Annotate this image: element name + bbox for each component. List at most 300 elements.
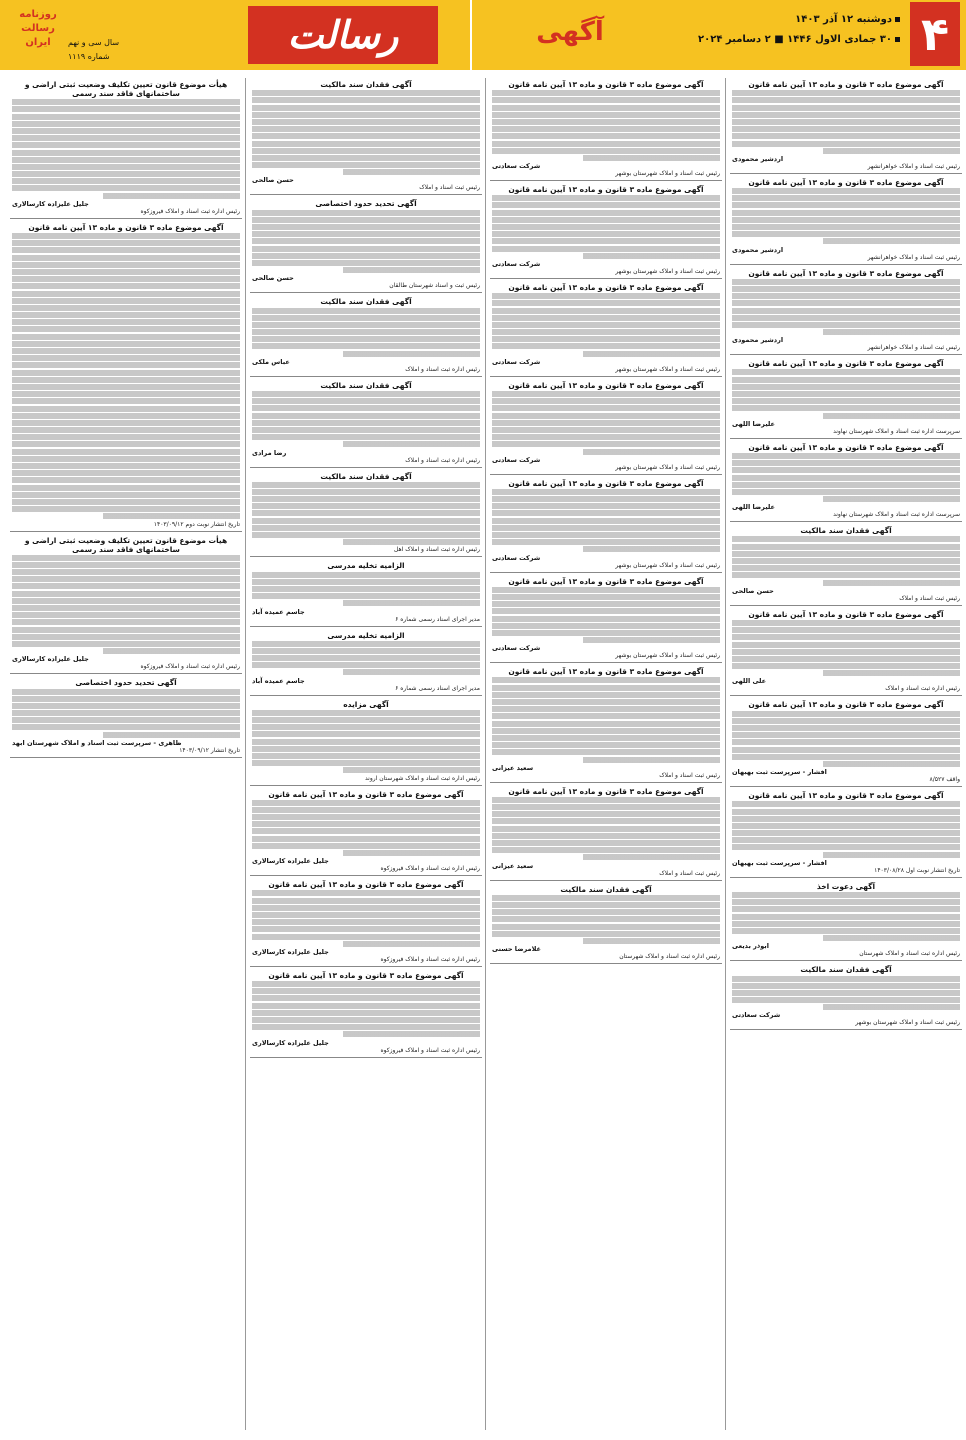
- notice-body: [12, 555, 240, 654]
- notice-line: [252, 836, 480, 842]
- notice-line: [492, 148, 720, 154]
- notice-line: [492, 202, 720, 208]
- notice-line: [12, 178, 240, 184]
- notice-line: [492, 735, 720, 741]
- notice-line: [492, 637, 720, 643]
- notice-meta: رئیس ثبت اسناد و املاک شهرستان بوشهر: [615, 170, 720, 178]
- notice: [490, 667, 722, 782]
- notice: [490, 80, 722, 181]
- notice-line: [12, 696, 240, 702]
- notice: [250, 199, 482, 293]
- notice-line: [732, 195, 960, 201]
- notice-line: [252, 391, 480, 397]
- notice-line: [492, 749, 720, 755]
- notice-line: [12, 362, 240, 368]
- notice-line: [492, 818, 720, 824]
- notice: [730, 80, 962, 174]
- notice-line: [492, 238, 720, 244]
- notice-line: [252, 814, 480, 820]
- notice: [250, 472, 482, 558]
- notice-line: [732, 565, 960, 571]
- notice-signature: عباس ملکی: [252, 357, 290, 366]
- notice-line: [252, 919, 480, 925]
- notice-meta: رئیس اداره ثبت اسناد و املاک فیروزکوه: [380, 955, 480, 963]
- notice-line: [252, 231, 480, 237]
- notice-line: [732, 308, 960, 314]
- notice-line: [12, 142, 240, 148]
- notice-title: آگهی موضوع ماده ۳ قانون و ماده ۱۳ آیین نامه قانون: [508, 380, 704, 390]
- notice-line: [732, 188, 960, 194]
- notice-line: [732, 377, 960, 383]
- side-brand-logo: روزنامه رسالت ایران: [19, 9, 57, 48]
- notice-line: [732, 105, 960, 111]
- notice-line: [492, 231, 720, 237]
- notice-meta: رئیس اداره ثبت اسناد و املاک شهرستان: [859, 950, 960, 958]
- notice: [250, 790, 482, 877]
- notice-line: [252, 934, 480, 940]
- notice-body: [492, 895, 720, 944]
- notice-body: [12, 99, 240, 198]
- notice-line: [12, 449, 240, 455]
- notice-line: [252, 767, 480, 773]
- year-label: سال سی و نهم: [68, 38, 120, 47]
- notice-line: [732, 405, 960, 411]
- notice: [730, 610, 962, 697]
- notice-line: [732, 983, 960, 989]
- notice-signature: ظاهری - سرپرست ثبت اسناد و املاک شهرستان ابهد: [12, 738, 182, 747]
- notice-line: [732, 329, 960, 335]
- notice-line: [12, 114, 240, 120]
- notice: [730, 178, 962, 265]
- notice-line: [12, 398, 240, 404]
- notice-line: [492, 336, 720, 342]
- notice-meta: رئیس ثبت اسناد و املاک شهرستان بوشهر: [855, 1019, 960, 1027]
- notice-line: [732, 141, 960, 147]
- notice-line: [12, 106, 240, 112]
- notice-line: [732, 112, 960, 118]
- notice-line: [492, 351, 720, 357]
- notice-title: آگهی موضوع ماده ۳ قانون و ماده ۱۳ آیین نامه قانون: [748, 700, 944, 710]
- notice-meta: رئیس ثبت اسناد و املاک شهرستان بوشهر: [615, 267, 720, 275]
- notice-body: [492, 293, 720, 357]
- notice-line: [12, 634, 240, 640]
- notice-line: [492, 434, 720, 440]
- notice-meta: سرپرست اداره ثبت اسناد و املاک شهرستان نهاوند: [833, 427, 960, 435]
- notice-line: [252, 351, 480, 357]
- notice-body: [252, 482, 480, 546]
- notice-line: [732, 921, 960, 927]
- header-divider: [470, 0, 472, 70]
- notice-line: [492, 398, 720, 404]
- notice-meta: رئیس اداره ثبت اسناد و املاک فیروزکوه: [380, 1046, 480, 1054]
- notice-line: [252, 329, 480, 335]
- notice-line: [732, 732, 960, 738]
- notice-title: آگهی موضوع ماده ۳ قانون و ماده ۱۳ آیین نامه قانون: [508, 576, 704, 586]
- notice-signature: ابوذر بدیعی: [732, 942, 769, 951]
- notice-signature: شرکت سعادتی: [492, 259, 541, 268]
- notice-line: [252, 843, 480, 849]
- notice-line: [252, 807, 480, 813]
- notice-line: [492, 308, 720, 314]
- notice-line: [252, 496, 480, 502]
- notice-line: [12, 157, 240, 163]
- notice-line: [732, 852, 960, 858]
- notice-line: [252, 489, 480, 495]
- notice: [730, 965, 962, 1030]
- notice-body: [492, 195, 720, 259]
- notice-signature: شرکت سعادتی: [492, 162, 541, 171]
- notice-body: [732, 801, 960, 857]
- notice-body: [252, 710, 480, 774]
- notice-line: [12, 240, 240, 246]
- notice-line: [12, 703, 240, 709]
- notice-meta: رئیس ثبت اسناد و املاک: [659, 771, 720, 779]
- notice-title: آگهی موضوع ماده ۳ قانون و ماده ۱۳ آیین نامه قانون: [748, 359, 944, 369]
- notice-line: [492, 97, 720, 103]
- notice-line: [12, 341, 240, 347]
- notice-line: [732, 747, 960, 753]
- notice-line: [12, 298, 240, 304]
- notice-line: [492, 685, 720, 691]
- notice-body: [732, 892, 960, 941]
- notice-line: [492, 518, 720, 524]
- notice-line: [252, 119, 480, 125]
- notice-line: [252, 133, 480, 139]
- notice-line: [732, 119, 960, 125]
- notice: [490, 885, 722, 965]
- notice-line: [732, 809, 960, 815]
- notice-meta: رئیس ثبت اسناد و املاک: [899, 594, 960, 602]
- notice-line: [12, 441, 240, 447]
- notice-line: [732, 475, 960, 481]
- notice-line: [252, 1010, 480, 1016]
- notice-line: [492, 253, 720, 259]
- notice-line: [732, 844, 960, 850]
- notice-meta: تاریخ انتشار نوبت دوم ۱۴۰۳/۰۹/۱۲: [153, 520, 240, 528]
- notice: [730, 526, 962, 606]
- notice-line: [732, 536, 960, 542]
- notice: [10, 678, 242, 758]
- notice-line: [252, 260, 480, 266]
- notice-signature: اردشیر محمودی: [732, 336, 784, 345]
- notice-signature: اردشیر محمودی: [732, 154, 784, 163]
- notice-line: [12, 171, 240, 177]
- notice-line: [252, 731, 480, 737]
- notice-line: [252, 912, 480, 918]
- notice-body: [252, 890, 480, 946]
- notice-line: [12, 420, 240, 426]
- notice: [10, 536, 242, 675]
- notice-line: [492, 322, 720, 328]
- notice-line: [492, 105, 720, 111]
- notice-line: [492, 413, 720, 419]
- notice-signature: علیرضا اللهی: [732, 419, 775, 428]
- notice-line: [732, 224, 960, 230]
- notice-line: [732, 642, 960, 648]
- notice-line: [732, 467, 960, 473]
- notice-line: [732, 489, 960, 495]
- notice-line: [732, 990, 960, 996]
- notice-line: [252, 141, 480, 147]
- notice-line: [12, 569, 240, 575]
- notice: [490, 479, 722, 573]
- notice-meta: رئیس ثبت اسناد و املاک خواهرانشهر: [867, 344, 960, 352]
- notice-line: [732, 482, 960, 488]
- notice-line: [732, 649, 960, 655]
- notice-line: [252, 308, 480, 314]
- notice-line: [732, 823, 960, 829]
- notice-line: [732, 202, 960, 208]
- notice-line: [492, 539, 720, 545]
- notice-line: [252, 413, 480, 419]
- notice: [250, 631, 482, 696]
- notice-line: [12, 185, 240, 191]
- notice-signature: افشار - سرپرست ثبت بهبهان: [732, 768, 827, 777]
- notice-line: [12, 555, 240, 561]
- notice-title: آگهی موضوع ماده ۳ قانون و ماده ۱۳ آیین نامه قانون: [748, 609, 944, 619]
- notice-line: [252, 1024, 480, 1030]
- notice-body: [252, 210, 480, 274]
- notice-meta: تاریخ انتشار ۱۴۰۳/۰۹/۱۲: [179, 746, 240, 754]
- notice-line: [12, 717, 240, 723]
- notice-signature: جاسم عمیده آباد: [252, 676, 305, 685]
- notice-line: [732, 906, 960, 912]
- notice-signature: شرکت سعادتی: [492, 455, 541, 464]
- notice-meta: رئیس اداره ثبت اسناد و املاک فیروزکوه: [140, 663, 240, 671]
- column-rule: [245, 78, 246, 1430]
- notice-line: [732, 935, 960, 941]
- notice-line: [252, 343, 480, 349]
- notice-line: [12, 605, 240, 611]
- notice-line: [12, 121, 240, 127]
- notice-line: [492, 90, 720, 96]
- notice-line: [492, 916, 720, 922]
- notice-line: [252, 246, 480, 252]
- notice-line: [732, 837, 960, 843]
- column-2: [490, 78, 722, 1430]
- notice-line: [732, 286, 960, 292]
- notice-signature: حسن صالحی: [252, 176, 294, 185]
- notice-line: [732, 739, 960, 745]
- notice-line: [732, 398, 960, 404]
- notice-line: [492, 616, 720, 622]
- notice-line: [732, 634, 960, 640]
- notice-line: [732, 801, 960, 807]
- notice: [730, 269, 962, 356]
- notice-body: [252, 308, 480, 357]
- notice-line: [732, 217, 960, 223]
- notice-signature: افشار - سرپرست ثبت بهبهان: [732, 858, 827, 867]
- notice: [250, 880, 482, 967]
- notice-title: آگهی موضوع ماده ۳ قانون و ماده ۱۳ آیین نامه قانون: [748, 268, 944, 278]
- notice: [490, 283, 722, 377]
- notice-line: [252, 336, 480, 342]
- notice-line: [492, 630, 720, 636]
- notice-line: [12, 355, 240, 361]
- notice-line: [252, 97, 480, 103]
- notice-line: [492, 155, 720, 161]
- column-3: [250, 78, 482, 1430]
- notice-line: [12, 492, 240, 498]
- notice-line: [492, 854, 720, 860]
- notice-line: [252, 148, 480, 154]
- notice-line: [12, 247, 240, 253]
- notice-line: [252, 753, 480, 759]
- column-4: [10, 78, 242, 1430]
- notice-line: [12, 370, 240, 376]
- notice-line: [252, 995, 480, 1001]
- notice-line: [252, 1031, 480, 1037]
- section-title: آگهی: [536, 17, 604, 47]
- notice-body: [732, 453, 960, 502]
- notice-line: [492, 811, 720, 817]
- notice-body: [732, 976, 960, 1011]
- notice-line: [252, 669, 480, 675]
- notice-line: [732, 369, 960, 375]
- bullet-icon: [895, 37, 900, 42]
- date-line-shamsi: [795, 14, 900, 25]
- notice-title: آگهی موضوع ماده ۳ قانون و ماده ۱۳ آیین نامه قانون: [508, 667, 704, 677]
- notice-meta: رئیس ثبت اسناد و املاک شهرستان بوشهر: [615, 561, 720, 569]
- notice-line: [492, 449, 720, 455]
- notice-title: آگهی موضوع ماده ۳ قانون و ماده ۱۳ آیین نامه قانون: [748, 80, 944, 89]
- notice-line: [732, 293, 960, 299]
- notice-signature: شرکت سعادتی: [492, 357, 541, 366]
- notice-line: [252, 427, 480, 433]
- notice-title: آگهی فقدان سند مالکیت: [320, 471, 412, 481]
- notice-line: [252, 224, 480, 230]
- notice-body: [252, 981, 480, 1037]
- notice-title: آگهی فقدان سند مالکیت: [320, 380, 412, 390]
- notice-line: [732, 656, 960, 662]
- notice-line: [732, 315, 960, 321]
- notice-body: [492, 587, 720, 643]
- notice-line: [12, 583, 240, 589]
- notice-line: [252, 238, 480, 244]
- notice-meta: رئیس اداره ثبت اسناد و املاک: [405, 456, 480, 464]
- notice-line: [492, 938, 720, 944]
- notice-line: [12, 406, 240, 412]
- notice-line: [732, 551, 960, 557]
- notice-title: آگهی موضوع ماده ۳ قانون و ماده ۱۳ آیین نامه قانون: [748, 177, 944, 187]
- notice-line: [12, 513, 240, 519]
- notice-line: [12, 619, 240, 625]
- date-text-1: دوشنبه ۱۲ آذر ۱۴۰۳: [795, 14, 892, 25]
- notice-line: [492, 119, 720, 125]
- notice-line: [252, 828, 480, 834]
- notice-title: آگهی مزایده: [343, 699, 389, 709]
- notice-line: [12, 732, 240, 738]
- notice-meta: مدیر اجرای اسناد رسمی شماره ۶: [395, 615, 480, 623]
- notice-line: [492, 713, 720, 719]
- notice-line: [492, 902, 720, 908]
- notice-line: [12, 413, 240, 419]
- column-rule: [725, 78, 726, 1430]
- notice-meta: سرپرست اداره ثبت اسناد و املاک شهرستان نهاوند: [833, 511, 960, 519]
- notice-line: [492, 742, 720, 748]
- notice-line: [252, 169, 480, 175]
- notice: [490, 381, 722, 475]
- notice-line: [732, 830, 960, 836]
- notice-meta: رئیس ثبت اسناد و املاک شهرستان بوشهر: [615, 463, 720, 471]
- notice-line: [252, 112, 480, 118]
- notice-line: [252, 800, 480, 806]
- notice-line: [492, 833, 720, 839]
- notice-line: [732, 279, 960, 285]
- notice-line: [12, 612, 240, 618]
- notice: [730, 700, 962, 787]
- notice-meta: رئیس ثبت اسناد و املاک شهرستان بوشهر: [615, 652, 720, 660]
- notice-line: [252, 267, 480, 273]
- notice: [250, 297, 482, 377]
- notice-line: [252, 539, 480, 545]
- notice-line: [252, 217, 480, 223]
- notice-meta: رئیس ثبت و اسناد شهرستان طالقان: [389, 282, 480, 290]
- notice: [490, 577, 722, 664]
- notice-line: [252, 717, 480, 723]
- notice-line: [252, 105, 480, 111]
- notice: [730, 359, 962, 439]
- notice-line: [12, 233, 240, 239]
- notice-body: [492, 677, 720, 762]
- notice-meta: رئیس اداره ثبت اسناد و املاک اهل: [394, 546, 480, 554]
- notice-meta: واقف ۸/۵۲۷: [929, 776, 960, 784]
- notice-line: [492, 757, 720, 763]
- notice-line: [252, 315, 480, 321]
- notice-line: [12, 135, 240, 141]
- notice-signature: جلیل علیزاده کارسالاری: [12, 199, 89, 208]
- notice-line: [732, 126, 960, 132]
- notice-title: آگهی موضوع ماده ۳ قانون و ماده ۱۳ آیین نامه قانون: [748, 442, 944, 452]
- notice-line: [252, 641, 480, 647]
- notice-line: [492, 441, 720, 447]
- notice-line: [492, 141, 720, 147]
- notice-meta: رئیس اداره ثبت اسناد و املاک: [885, 685, 960, 693]
- notice-line: [492, 623, 720, 629]
- notice-line: [492, 601, 720, 607]
- notice-signature: رضا مرادی: [252, 448, 287, 457]
- notice-line: [12, 312, 240, 318]
- notice-line: [732, 148, 960, 154]
- notice-line: [732, 718, 960, 724]
- notice-line: [12, 456, 240, 462]
- notice-line: [12, 689, 240, 695]
- notice-body: [492, 90, 720, 161]
- notice-line: [12, 434, 240, 440]
- notice-line: [252, 518, 480, 524]
- notice-line: [12, 334, 240, 340]
- notice-line: [492, 692, 720, 698]
- notice-line: [12, 562, 240, 568]
- notice-line: [12, 276, 240, 282]
- notice-line: [492, 706, 720, 712]
- notice-signature: شرکت سعادتی: [492, 644, 541, 653]
- notice-body: [732, 620, 960, 676]
- notice-line: [12, 164, 240, 170]
- notice-signature: جلیل علیزاده کارسالاری: [12, 655, 89, 664]
- notice-line: [252, 655, 480, 661]
- notice-line: [732, 133, 960, 139]
- notice-line: [492, 608, 720, 614]
- notice-line: [12, 384, 240, 390]
- notice-line: [12, 648, 240, 654]
- notice-title: آگهی فقدان سند مالکیت: [800, 965, 892, 975]
- notice-line: [492, 532, 720, 538]
- notice-line: [252, 662, 480, 668]
- notice-line: [252, 434, 480, 440]
- notice-line: [252, 600, 480, 606]
- notice-line: [492, 210, 720, 216]
